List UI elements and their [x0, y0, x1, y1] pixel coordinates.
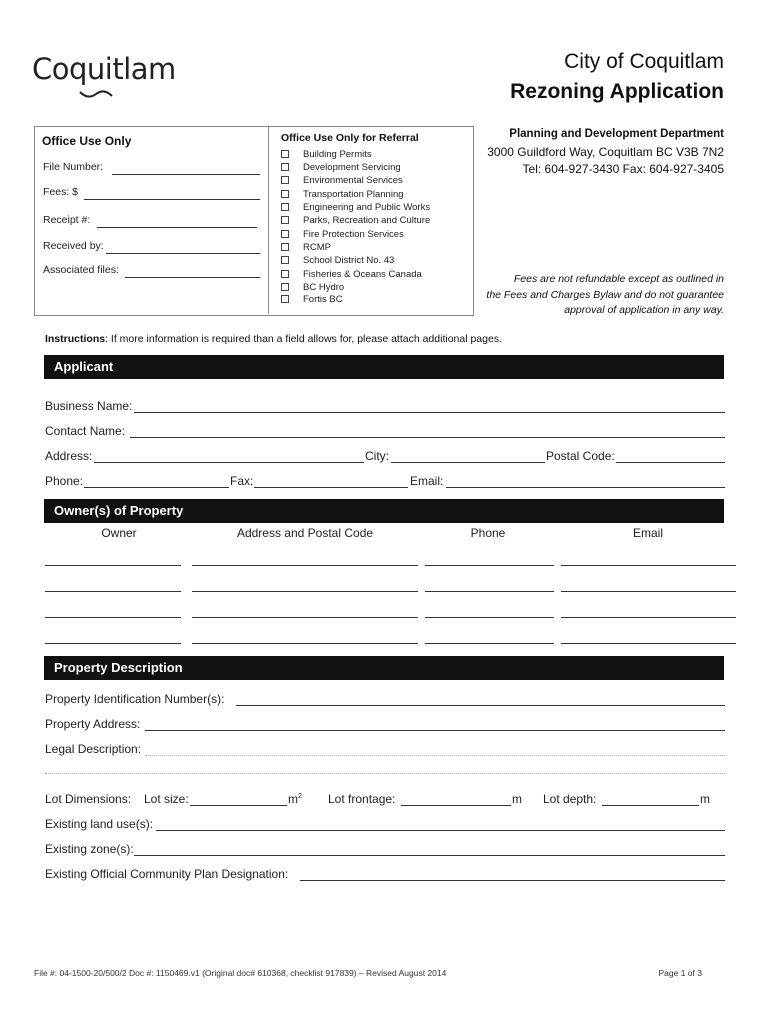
referral-item[interactable]: RCMP: [281, 242, 331, 253]
associated-files-label: Associated files:: [43, 264, 119, 276]
checkbox-icon[interactable]: [281, 243, 289, 251]
office-use-title: Office Use Only: [42, 134, 132, 148]
checkbox-icon[interactable]: [281, 230, 289, 238]
business-name-label: Business Name:: [45, 399, 133, 413]
page-title: Rezoning Application: [510, 80, 724, 103]
owner-row-1-address[interactable]: [192, 565, 418, 566]
owner-row-4-phone[interactable]: [425, 643, 554, 644]
city-name: City of Coquitlam: [564, 50, 724, 73]
legal-description-field-2[interactable]: [45, 773, 725, 774]
city-label: City:: [365, 449, 389, 463]
owner-row-4-owner[interactable]: [45, 643, 181, 644]
department-address: 3000 Guildford Way, Coquitlam BC V3B 7N2: [487, 145, 724, 159]
owner-row-3-address[interactable]: [192, 617, 418, 618]
property-address-label: Property Address:: [45, 717, 141, 731]
owner-row-2-address[interactable]: [192, 591, 418, 592]
fax-label: Fax:: [230, 474, 254, 488]
office-use-divider: [268, 126, 269, 314]
received-by-field[interactable]: [106, 253, 260, 254]
owner-row-3-owner[interactable]: [45, 617, 181, 618]
referral-item[interactable]: Fortis BC: [281, 294, 343, 305]
property-address-field[interactable]: [145, 730, 725, 731]
lot-depth-label: Lot depth:: [543, 792, 597, 806]
referral-item[interactable]: BC Hydro: [281, 282, 344, 293]
referral-item[interactable]: Development Servicing: [281, 162, 401, 173]
zone-field[interactable]: [134, 855, 725, 856]
email-column-header: Email: [632, 526, 663, 540]
lot-dimensions-label: Lot Dimensions:: [45, 792, 132, 806]
checkbox-icon[interactable]: [281, 256, 289, 264]
receipt-label: Receipt #:: [43, 214, 91, 226]
referral-title: Office Use Only for Referral: [281, 132, 419, 144]
referral-item[interactable]: Environmental Services: [281, 175, 403, 186]
department-contact: Tel: 604-927-3430 Fax: 604-927-3405: [522, 162, 724, 176]
referral-item[interactable]: Fire Protection Services: [281, 229, 404, 240]
department-name: Planning and Development Department: [509, 128, 724, 140]
lot-frontage-field[interactable]: [401, 805, 511, 806]
owner-row-4-address[interactable]: [192, 643, 418, 644]
land-use-field[interactable]: [156, 830, 725, 831]
checkbox-icon[interactable]: [281, 283, 289, 291]
page-number: Page 1 of 3: [658, 968, 702, 978]
referral-item[interactable]: School District No. 43: [281, 255, 394, 266]
checkbox-icon[interactable]: [281, 150, 289, 158]
phone-column-header: Phone: [470, 526, 506, 540]
lot-frontage-label: Lot frontage:: [328, 792, 396, 806]
receipt-field[interactable]: [97, 227, 257, 228]
referral-item[interactable]: Building Permits: [281, 149, 372, 160]
fees-note: Fees are not refundable except as outlined in the Fees and Charges Bylaw and do not guarantee approval of application in any way.: [486, 273, 724, 316]
address-column-header: Address and Postal Code: [236, 526, 374, 540]
owner-row-3-phone[interactable]: [425, 617, 554, 618]
file-number-label: File Number:: [43, 161, 104, 173]
land-use-label: Existing land use(s):: [45, 817, 154, 831]
contact-name-label: Contact Name:: [45, 424, 126, 438]
phone-label: Phone:: [45, 474, 84, 488]
property-section-header: Property Description: [44, 656, 724, 680]
referral-item[interactable]: Transportation Planning: [281, 189, 404, 200]
logo-swoosh-icon: [78, 88, 114, 100]
footer-file-reference: File #: 04-1500-20/500/2 Doc #: 1150469.v1 (Original doc# 610368, checklist 917839) – Revised August 2014: [34, 968, 447, 978]
lot-frontage-unit: m: [512, 792, 522, 806]
checkbox-icon[interactable]: [281, 190, 289, 198]
business-name-field[interactable]: [134, 412, 725, 413]
phone-field[interactable]: [84, 487, 229, 488]
legal-description-field[interactable]: [145, 755, 725, 756]
owner-row-3-email[interactable]: [561, 617, 736, 618]
file-number-field[interactable]: [112, 174, 260, 175]
owner-row-4-email[interactable]: [561, 643, 736, 644]
owner-column-header: Owner: [101, 526, 137, 540]
owner-row-1-owner[interactable]: [45, 565, 181, 566]
address-label: Address:: [45, 449, 93, 463]
email-label: Email:: [410, 474, 444, 488]
ocp-field[interactable]: [300, 880, 725, 881]
lot-depth-field[interactable]: [602, 805, 699, 806]
address-field[interactable]: [94, 462, 364, 463]
zone-label: Existing zone(s):: [45, 842, 134, 856]
coquitlam-logo: Coquitlam: [32, 52, 176, 86]
owner-row-2-phone[interactable]: [425, 591, 554, 592]
lot-size-label: Lot size:: [144, 792, 189, 806]
pid-field[interactable]: [236, 705, 725, 706]
fax-field[interactable]: [254, 487, 408, 488]
lot-depth-unit: m: [700, 792, 710, 806]
associated-files-field[interactable]: [125, 277, 260, 278]
lot-size-unit: $m^2$: [288, 792, 302, 806]
owner-row-1-email[interactable]: [561, 565, 736, 566]
instructions: Instructions: If more information is required than a field allows for, please attach additional pages.: [45, 333, 502, 345]
postal-code-field[interactable]: [616, 462, 725, 463]
pid-label: Property Identification Number(s):: [45, 692, 225, 706]
lot-size-field[interactable]: [190, 805, 287, 806]
city-field[interactable]: [391, 462, 545, 463]
owner-row-2-owner[interactable]: [45, 591, 181, 592]
checkbox-icon[interactable]: [281, 203, 289, 211]
referral-item[interactable]: Engineering and Public Works: [281, 202, 430, 213]
postal-code-label: Postal Code:: [546, 449, 615, 463]
checkbox-icon[interactable]: [281, 163, 289, 171]
email-field[interactable]: [446, 487, 725, 488]
owners-section-header: Owner(s) of Property: [44, 499, 724, 523]
owner-row-1-phone[interactable]: [425, 565, 554, 566]
received-by-label: Received by:: [43, 240, 104, 252]
checkbox-icon[interactable]: [281, 295, 289, 303]
applicant-section-header: Applicant: [44, 355, 724, 379]
referral-item[interactable]: Parks, Recreation and Culture: [281, 215, 430, 226]
checkbox-icon[interactable]: [281, 216, 289, 224]
referral-item[interactable]: Fisheries & Oceans Canada: [281, 269, 422, 280]
fees-label: Fees: $: [43, 186, 79, 198]
checkbox-icon[interactable]: [281, 176, 289, 184]
fees-field[interactable]: [84, 199, 260, 200]
checkbox-icon[interactable]: [281, 270, 289, 278]
owner-row-2-email[interactable]: [561, 591, 736, 592]
contact-name-field[interactable]: [130, 437, 725, 438]
legal-description-label: Legal Description:: [45, 742, 142, 756]
ocp-label: Existing Official Community Plan Designation:: [45, 867, 289, 881]
